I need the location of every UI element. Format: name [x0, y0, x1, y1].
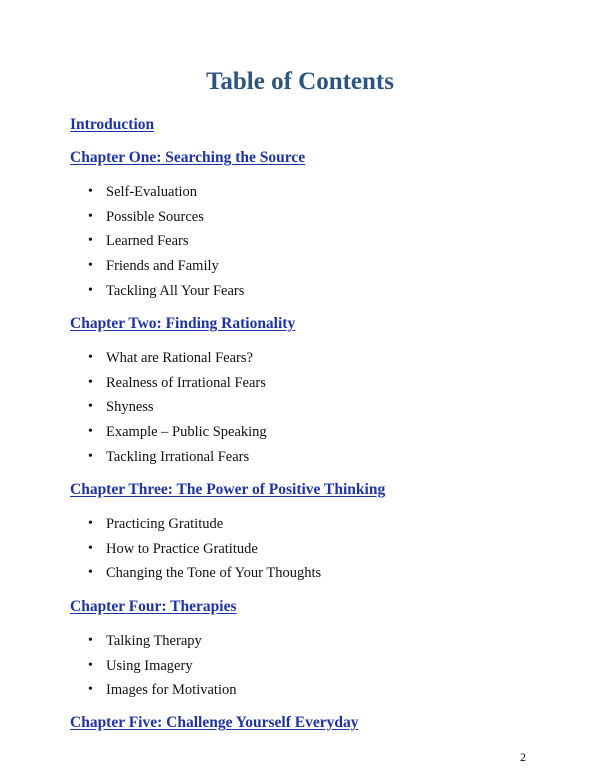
section-label: Using Imagery: [106, 657, 193, 674]
bullet-icon: •: [88, 565, 93, 581]
section-label: Friends and Family: [106, 258, 219, 275]
section-label: How to Practice Gratitude: [106, 540, 258, 557]
section-label: Example – Public Speaking: [106, 424, 267, 441]
section-label: Images for Motivation: [106, 682, 237, 699]
bullet-icon: •: [88, 374, 93, 390]
bullet-icon: •: [88, 424, 93, 440]
section-label: What are Rational Fears?: [106, 350, 253, 366]
toc-link-chapter-five[interactable]: Chapter Five: Challenge Yourself Everyday: [70, 714, 359, 731]
bullet-icon: •: [88, 633, 93, 648]
bullet-icon: •: [88, 657, 93, 673]
page-title: Table of Contents: [206, 68, 394, 95]
bullet-icon: •: [88, 682, 93, 698]
toc-link-chapter-two[interactable]: Chapter Two: Finding Rationality: [70, 315, 296, 332]
page-number: 2: [520, 750, 526, 764]
bullet-icon: •: [88, 350, 93, 365]
section-label: Self-Evaluation: [106, 184, 198, 200]
toc-link-chapter-one[interactable]: Chapter One: Searching the Source: [70, 149, 306, 166]
toc-link-introduction[interactable]: Introduction: [70, 116, 155, 133]
section-label: Changing the Tone of Your Thoughts: [106, 565, 322, 582]
bullet-icon: •: [88, 282, 93, 298]
bullet-icon: •: [88, 233, 93, 249]
bullet-icon: •: [88, 258, 93, 274]
section-label: Possible Sources: [106, 208, 204, 225]
bullet-icon: •: [88, 448, 93, 464]
section-label: Practicing Gratitude: [106, 516, 224, 532]
bullet-icon: •: [88, 516, 93, 531]
section-label: Tackling Irrational Fears: [106, 448, 250, 465]
bullet-icon: •: [88, 184, 93, 199]
bullet-icon: •: [88, 208, 93, 224]
toc-link-chapter-four[interactable]: Chapter Four: Therapies: [70, 598, 237, 615]
bullet-icon: •: [88, 399, 93, 415]
section-label: Talking Therapy: [106, 633, 202, 649]
section-label: Realness of Irrational Fears: [106, 374, 266, 391]
toc-link-chapter-three[interactable]: Chapter Three: The Power of Positive Thinking: [70, 481, 386, 498]
section-label: Tackling All Your Fears: [106, 282, 245, 299]
bullet-icon: •: [88, 540, 93, 556]
section-label: Learned Fears: [106, 233, 189, 250]
section-label: Shyness: [106, 399, 154, 416]
